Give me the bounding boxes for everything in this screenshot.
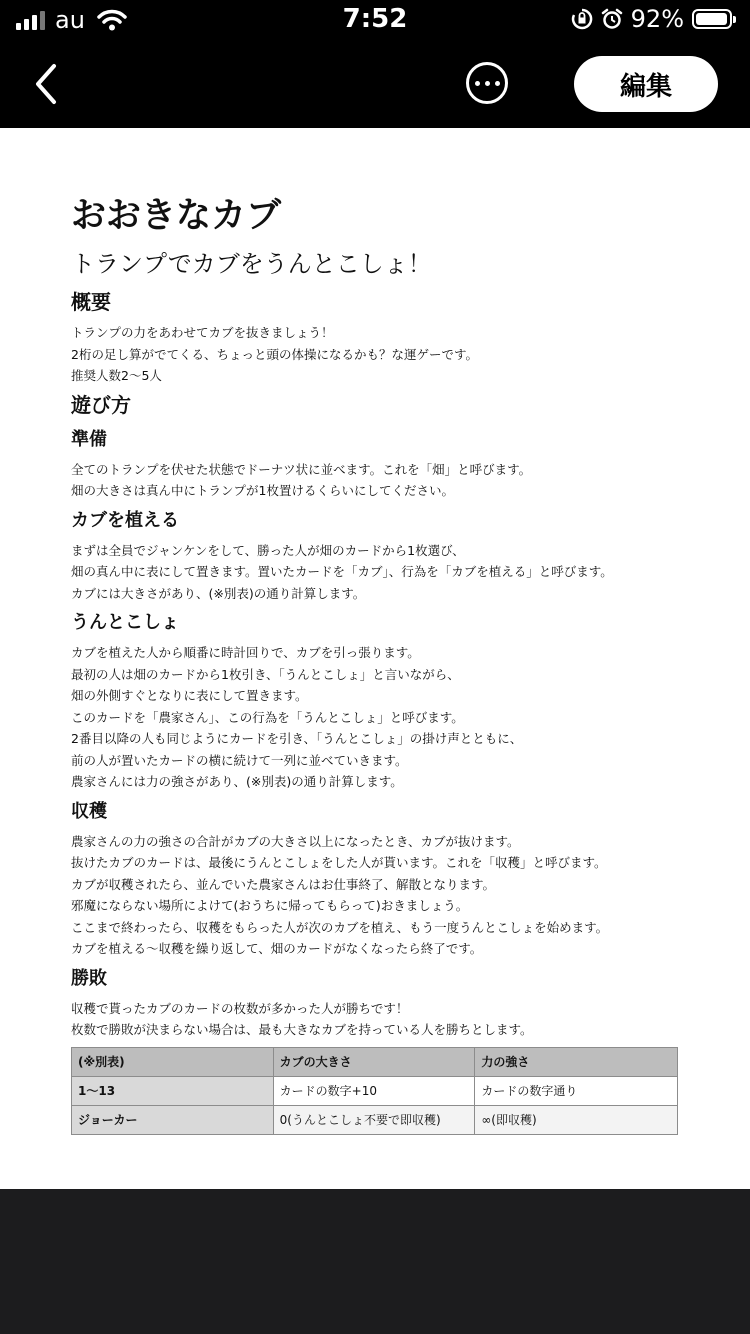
text-line: 抜けたカブのカードは、最後にうんとこしょをした人が貰います。これを「収穫」と呼びます。 [71,855,607,870]
text-line: このカードを「農家さん」、この行為を「うんとこしょ」と呼びます。 [71,709,464,725]
section-heading-plant: カブを植える [71,509,179,531]
text-line: 全てのトランプを伏せた状態でドーナツ状に並べます。これを「畑」と呼びます。 [71,461,532,477]
text-line: カブが収穫されたら、並んでいた農家さんはお仕事終了、解散となります。 [71,876,496,892]
orientation-lock-icon [571,8,593,30]
table-cell: ∞(即収穫) [475,1105,678,1134]
text-line: 農家さんの力の強さの合計がカブの大きさ以上になったとき、カブが抜けます。 [71,833,520,849]
text-line: 邪魔にならない場所によけて(おうちに帰ってもらって)おきましょう。 [71,898,469,913]
table-header-cell: (※別表) [72,1047,274,1076]
table-cell: 0(うんとこしょ不要で即収穫) [273,1105,475,1134]
table-row-header: ジョーカー [72,1105,274,1134]
section-heading-overview: 概要 [71,290,111,314]
document-content [71,192,678,1135]
alarm-icon [601,8,623,30]
text-line: 畑の大きさは真ん中にトランプが1枚置けるくらいにしてください。 [71,483,454,498]
table-row [72,1105,678,1134]
text-line: 前の人が置いたカードの横に続けて一列に並べていきます。 [71,752,408,768]
overview-text [71,322,678,387]
text-line: カブには大きさがあり、(※別表)の通り計算します。 [71,585,366,601]
chevron-left-icon [28,58,68,110]
text-line: 最初の人は畑のカードから1枚引き、「うんとこしょ」と言いながら、 [71,666,460,682]
table-header-cell: 力の強さ [475,1047,678,1076]
prep-text [71,459,678,502]
table-row-header: 1〜13 [72,1076,274,1105]
clock: 7:52 [342,4,408,34]
text-line: 推奨人数2〜5人 [71,368,162,383]
text-line: まずは全員でジャンケンをして、勝った人が畑のカードから1枚選び、 [71,542,465,558]
bottom-dark-area [0,1189,750,1334]
section-heading-pull: うんとこしょ [71,612,179,633]
text-line: 2番目以降の人も同じようにカードを引き、「うんとこしょ」の掛け声とともに、 [71,731,523,746]
table-row [72,1076,678,1105]
section-heading-harvest: 収穫 [71,800,107,822]
table-cell: カードの数字+10 [273,1076,475,1105]
section-heading-prep: 準備 [71,428,107,450]
edit-button[interactable]: 編集 [574,56,718,112]
text-line: 枚数で勝敗が決まらない場合は、最も大きなカブを持っている人を勝ちとします。 [71,1022,533,1037]
table-header-row [72,1047,678,1076]
section-heading-howto: 遊び方 [71,392,131,417]
ellipsis-circle-icon [475,81,480,86]
text-line: 畑の外側すぐとなりに表にして置きます。 [71,688,308,703]
battery-percent: 92% [630,5,684,33]
text-line: カブを植える〜収穫を繰り返して、畑のカードがなくなったら終了です。 [71,941,483,956]
section-heading-result: 勝敗 [71,967,107,989]
result-text [71,998,678,1041]
text-line: 2桁の足し算がでてくる、ちょっと頭の体操になるかも？な運ゲーです。 [71,346,478,362]
text-line: 収穫で貰ったカブのカードの枚数が多かった人が勝ちです！ [71,1000,409,1016]
back-button[interactable] [28,58,68,110]
more-options-button[interactable] [466,62,508,104]
plant-text [71,540,678,605]
table-cell: カードの数字通り [475,1076,678,1105]
doc-subtitle: トランプでカブをうんとこしょ！ [71,250,432,278]
document-page [0,128,750,1189]
reference-table [71,1047,678,1135]
text-line: カブを植えた人から順番に時計回りで、カブを引っ張ります。 [71,645,420,660]
text-line: 農家さんには力の強さがあり、(※別表)の通り計算します。 [71,774,403,789]
pull-text [71,642,678,793]
navigation-bar [0,40,750,128]
carrier-label: au [55,6,85,34]
doc-title: おおきなカブ [71,196,282,236]
text-line: 畑の真ん中に表にして置きます。置いたカードを「カブ」、行為を「カブを植える」と呼びます。 [71,564,613,579]
status-bar [0,0,750,40]
battery-icon [692,9,732,29]
text-line: ここまで終わったら、収穫をもらった人が次のカブを植え、もう一度うんとこしょを始めます。 [71,919,609,935]
harvest-text [71,831,678,960]
text-line: トランプの力をあわせてカブを抜きましょう！ [71,325,334,340]
table-header-cell: カブの大きさ [273,1047,475,1076]
